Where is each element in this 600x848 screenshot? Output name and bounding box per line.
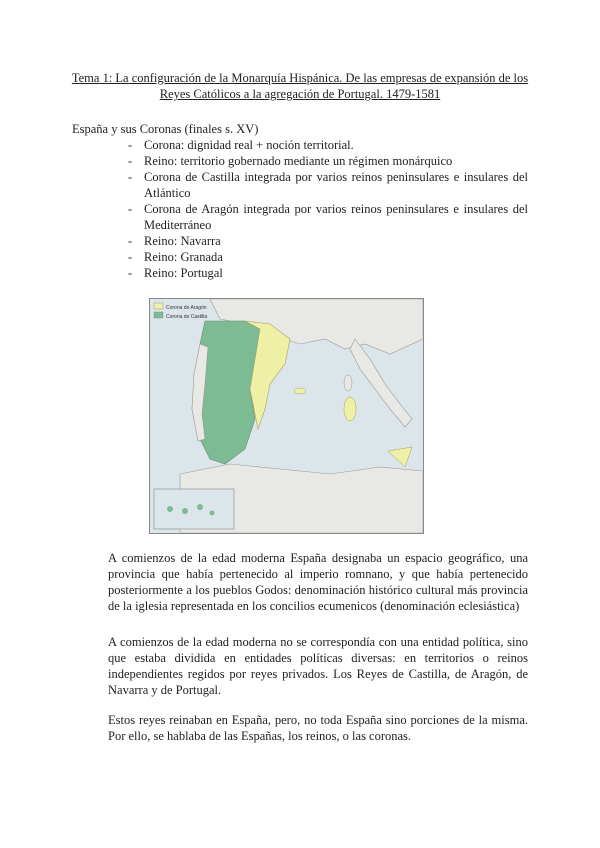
bullet-list: [128, 137, 528, 281]
list-item: - Reino: Portugal: [128, 265, 528, 281]
page-title: Tema 1: La configuración de la Monarquía Hispánica. De las empresas de expansión de los Reyes Católicos a la agregación de Portugal. 1479-1581: [71, 71, 529, 101]
map-image: [149, 298, 424, 534]
legend-aragon: Corona de Aragón: [166, 305, 207, 311]
list-item: - Corona de Aragón integrada por varios reinos peninsulares e insulares del Mediterráneo: [128, 201, 528, 233]
list-item: - Reino: territorio gobernado mediante un régimen monárquico: [128, 153, 528, 169]
section-heading: España y sus Coronas (finales s. XV): [72, 122, 259, 136]
paragraph: Estos reyes reinaban en España, pero, no toda España sino porciones de la misma. Por ello, se hablaba de las Españas, los reinos, o las coronas.: [108, 713, 528, 743]
list-item: - Reino: Granada: [128, 249, 528, 265]
map-svg: [150, 299, 423, 533]
paragraph: A comienzos de la edad moderna no se correspondía con una entidad política, sino que estaba dividida en entidades políticas diversas: en territorios o reinos independientes regidos por reyes privados. Los Reyes de Castilla, de Aragón, de Navarra y de Portugal.: [108, 635, 528, 697]
legend-castilla: Corona de Castilla: [166, 314, 208, 320]
list-item: - Corona de Castilla integrada por varios reinos peninsulares e insulares del Atlántico: [128, 169, 528, 201]
paragraph: A comienzos de la edad moderna España designaba un espacio geográfico, una provincia que había pertenecido al imperio romnano, y que había pertenecido posteriormente a los pueblos Godos: denominación histórico cultural más provincia de la iglesia representada en los concilios ecumenicos (denominación eclesiástica): [108, 551, 528, 613]
list-item: - Reino: Navarra: [128, 233, 528, 249]
list-item: - Corona: dignidad real + noción territorial.: [128, 137, 528, 153]
